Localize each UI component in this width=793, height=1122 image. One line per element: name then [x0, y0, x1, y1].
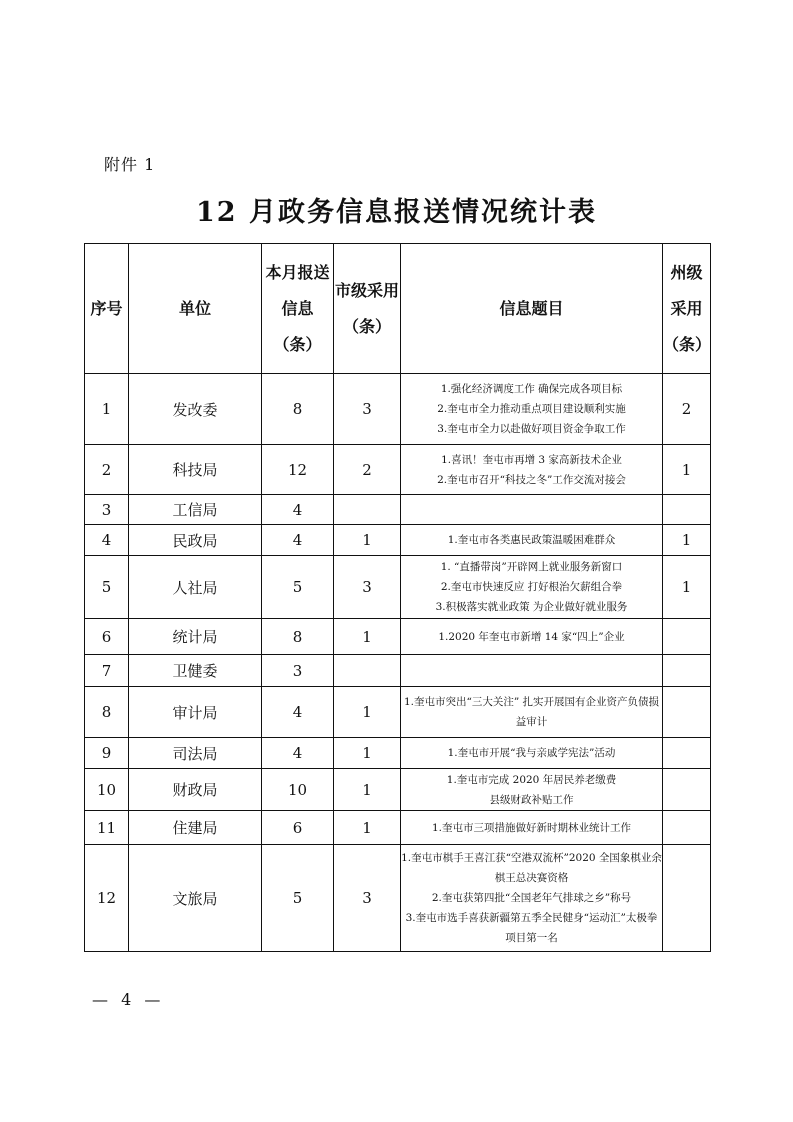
cell-titles — [401, 738, 663, 769]
cell-index: 8 — [85, 687, 129, 738]
table-body — [85, 374, 711, 952]
info-title: 1.强化经济调度工作 确保完成各项目标 — [440, 383, 623, 395]
cell-titles — [401, 845, 663, 952]
table-row — [85, 769, 711, 811]
page-number: — 4 — — [92, 990, 165, 1009]
cell-titles — [401, 495, 663, 525]
info-title: 1.奎屯市突出“三大关注” 扎实开展国有企业资产负债损益审计 — [403, 696, 660, 728]
cell-sent: 5 — [262, 556, 334, 619]
table-row — [85, 525, 711, 556]
cell-index: 7 — [85, 655, 129, 687]
cell-index: 10 — [85, 769, 129, 811]
cell-state-adopted: 1 — [663, 556, 711, 619]
table-row — [85, 845, 711, 952]
table-header-row — [85, 244, 711, 374]
cell-state-adopted: 2 — [663, 374, 711, 445]
cell-titles — [401, 655, 663, 687]
info-title: 2.奎屯市快速反应 打好根治欠薪组合拳 — [440, 581, 623, 593]
cell-unit: 工信局 — [129, 495, 262, 525]
cell-titles — [401, 769, 663, 811]
cell-unit: 人社局 — [129, 556, 262, 619]
cell-index: 3 — [85, 495, 129, 525]
cell-city-adopted: 3 — [334, 374, 401, 445]
cell-index: 5 — [85, 556, 129, 619]
cell-sent: 4 — [262, 525, 334, 556]
info-title: 3.奎屯市全力以赴做好项目资金争取工作 — [437, 423, 626, 435]
cell-city-adopted: 3 — [334, 556, 401, 619]
cell-sent: 5 — [262, 845, 334, 952]
info-title: 3.奎屯市选手喜获新疆第五季全民健身“运动汇”太极拳项目第一名 — [405, 912, 658, 944]
cell-state-adopted — [663, 495, 711, 525]
table-row — [85, 495, 711, 525]
header-titles: 信息题目 — [401, 244, 663, 374]
cell-city-adopted: 1 — [334, 811, 401, 845]
info-title: 1.奎屯市各类惠民政策温暖困难群众 — [447, 534, 616, 546]
cell-unit: 住建局 — [129, 811, 262, 845]
cell-index: 1 — [85, 374, 129, 445]
info-title: 1.奎屯市开展“我与亲戚学宪法”活动 — [447, 747, 616, 759]
cell-index: 4 — [85, 525, 129, 556]
cell-state-adopted — [663, 845, 711, 952]
cell-city-adopted: 3 — [334, 845, 401, 952]
attachment-label: 附件 1 — [104, 155, 156, 174]
cell-unit: 财政局 — [129, 769, 262, 811]
cell-titles — [401, 525, 663, 556]
info-title: 1.奎屯市棋手王喜江获“空港双流杯”2020 全国象棋业余棋王总决赛资格 — [401, 852, 662, 884]
cell-city-adopted: 1 — [334, 525, 401, 556]
cell-city-adopted: 1 — [334, 769, 401, 811]
cell-sent: 4 — [262, 495, 334, 525]
cell-titles — [401, 374, 663, 445]
cell-sent: 12 — [262, 445, 334, 495]
header-city-adopted: 市级采用（条） — [334, 244, 401, 374]
cell-index: 12 — [85, 845, 129, 952]
info-title: 1.奎屯市完成 2020 年居民养老缴费 — [446, 773, 617, 786]
cell-index: 6 — [85, 619, 129, 655]
table-row — [85, 556, 711, 619]
statistics-table — [84, 243, 711, 952]
cell-unit: 卫健委 — [129, 655, 262, 687]
cell-unit: 科技局 — [129, 445, 262, 495]
cell-city-adopted: 1 — [334, 738, 401, 769]
cell-index: 9 — [85, 738, 129, 769]
cell-unit: 发改委 — [129, 374, 262, 445]
header-state-adopted: 州级采用（条） — [663, 244, 711, 374]
cell-city-adopted: 2 — [334, 445, 401, 495]
cell-sent: 4 — [262, 738, 334, 769]
cell-state-adopted — [663, 655, 711, 687]
cell-city-adopted: 1 — [334, 619, 401, 655]
cell-sent: 8 — [262, 619, 334, 655]
cell-unit: 民政局 — [129, 525, 262, 556]
table-row — [85, 687, 711, 738]
table-row — [85, 374, 711, 445]
cell-titles — [401, 687, 663, 738]
info-title: 2.奎屯市全力推动重点项目建设顺利实施 — [437, 403, 626, 415]
info-title: 1.2020 年奎屯市新增 14 家“四上”企业 — [438, 630, 625, 643]
cell-titles — [401, 445, 663, 495]
cell-sent: 4 — [262, 687, 334, 738]
cell-state-adopted — [663, 769, 711, 811]
header-index: 序号 — [85, 244, 129, 374]
cell-sent: 8 — [262, 374, 334, 445]
cell-sent: 10 — [262, 769, 334, 811]
cell-titles — [401, 619, 663, 655]
info-title: 2.奎屯获第四批“全国老年气排球之乡”称号 — [431, 892, 632, 904]
cell-unit: 司法局 — [129, 738, 262, 769]
cell-city-adopted — [334, 655, 401, 687]
cell-state-adopted — [663, 738, 711, 769]
table-row — [85, 445, 711, 495]
table-row — [85, 811, 711, 845]
table-row — [85, 655, 711, 687]
cell-state-adopted — [663, 687, 711, 738]
table-row — [85, 619, 711, 655]
cell-unit: 审计局 — [129, 687, 262, 738]
cell-unit: 文旅局 — [129, 845, 262, 952]
cell-state-adopted: 1 — [663, 445, 711, 495]
cell-titles — [401, 811, 663, 845]
info-title: 3.积极落实就业政策 为企业做好就业服务 — [435, 601, 628, 613]
cell-index: 2 — [85, 445, 129, 495]
cell-state-adopted: 1 — [663, 525, 711, 556]
info-title: 1. “直播带岗”开辟网上就业服务新窗口 — [440, 561, 623, 573]
cell-index: 11 — [85, 811, 129, 845]
table-row — [85, 738, 711, 769]
cell-state-adopted — [663, 811, 711, 845]
cell-titles — [401, 556, 663, 619]
cell-sent: 3 — [262, 655, 334, 687]
page-title: 12 月政务信息报送情况统计表 — [196, 197, 597, 228]
info-title: 县级财政补贴工作 — [489, 793, 574, 806]
header-unit: 单位 — [129, 244, 262, 374]
cell-city-adopted: 1 — [334, 687, 401, 738]
cell-sent: 6 — [262, 811, 334, 845]
cell-city-adopted — [334, 495, 401, 525]
header-sent: 本月报送信息（条） — [262, 244, 334, 374]
info-title: 1.奎屯市三项措施做好新时期林业统计工作 — [431, 821, 632, 834]
info-title: 2.奎屯市召开“科技之冬”工作交流对接会 — [437, 473, 626, 486]
cell-unit: 统计局 — [129, 619, 262, 655]
info-title: 1.喜讯！奎屯市再增 3 家高新技术企业 — [441, 453, 622, 466]
cell-state-adopted — [663, 619, 711, 655]
